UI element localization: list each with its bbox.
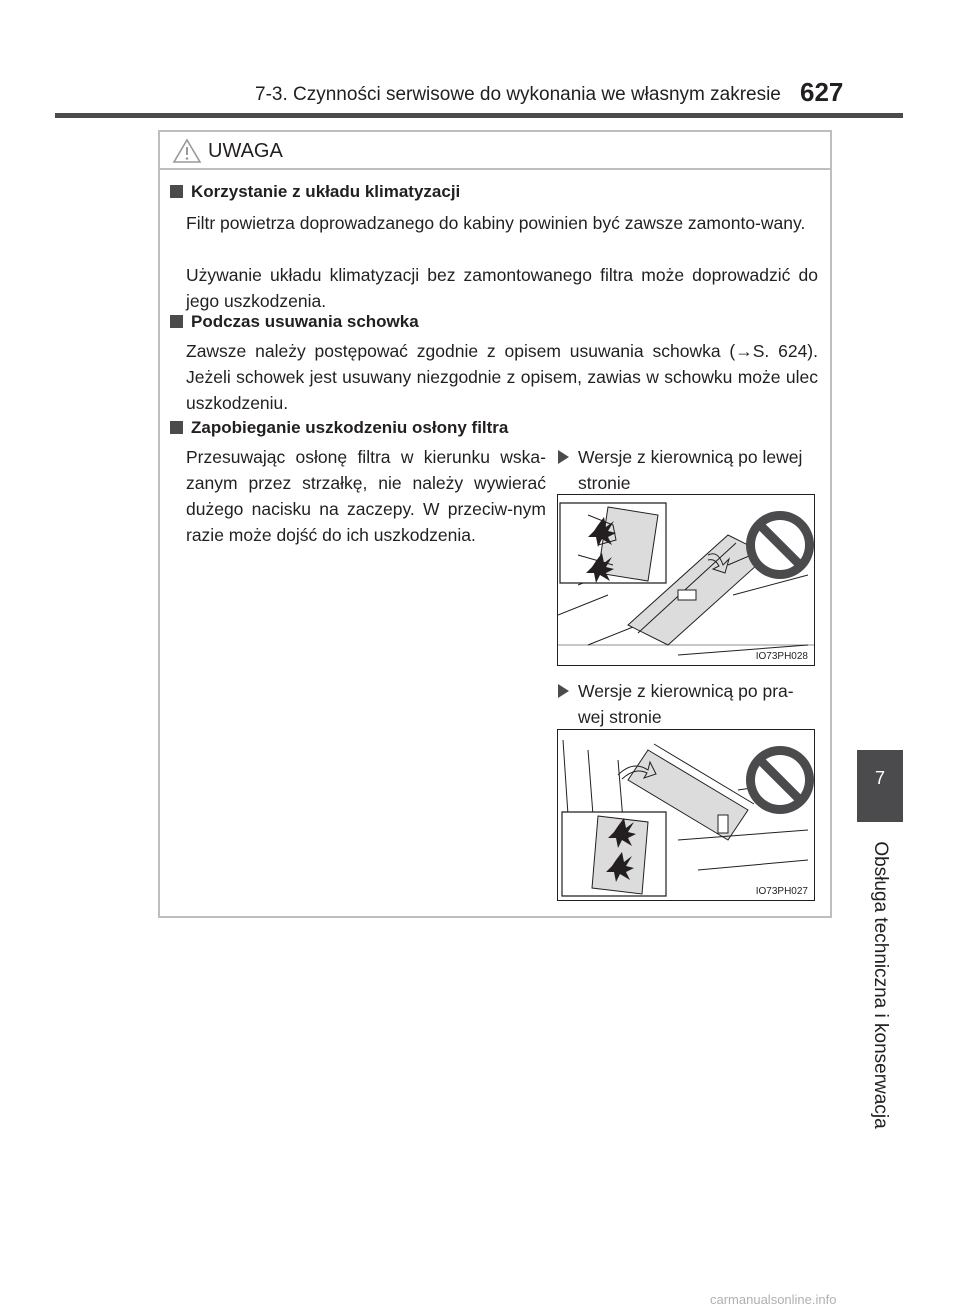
illustration-rhd (557, 729, 815, 901)
caution-label: UWAGA (208, 140, 283, 162)
illustration-code: IO73PH028 (755, 651, 808, 662)
square-bullet-icon (170, 421, 183, 434)
section-text-glovebox: Zawsze należy postępować zgodnie z opisem usuwania schowka (→S. 624). Jeżeli schowek jest usuwany niezgodnie z opisem, zawias w schowku może ulec uszkodzeniu. (186, 341, 818, 413)
section-text-ac-1: Filtr powietrza doprowadzanego do kabiny powinien być zawsze zamonto-wany. (186, 213, 806, 233)
chapter-label: Obsługa techniczna i konserwacja (870, 841, 891, 1129)
illustration-code: IO73PH027 (755, 886, 808, 897)
section-text-ac-2: Używanie układu klimatyzacji bez zamontowanego filtra może doprowadzić do jego uszkodzenia. (186, 265, 818, 311)
chapter-number: 7 (874, 768, 885, 788)
page-number: 627 (800, 77, 844, 107)
header-rule (55, 113, 903, 118)
section-title-glovebox: Podczas usuwania schowka (170, 312, 419, 332)
section-text-filter-cover: Przesuwając osłonę filtra w kierunku wska-zanym przez strzałkę, nie należy wywierać dużego nacisku na zaczepy. W przeciw-nym razie może dojść do ich uszkodzenia. (186, 447, 546, 545)
variant-lhd: Wersje z kierownicą po lewej stronie (558, 444, 818, 496)
header-title: 7-3. Czynności serwisowe do wykonania we własnym zakresie (255, 84, 781, 105)
variant-rhd: Wersje z kierownicą po pra-wej stronie (558, 678, 818, 730)
filter-cover-drawing (558, 495, 814, 665)
caution-header (160, 132, 830, 170)
footer-watermark: carmanualsonline.info (710, 1292, 837, 1307)
square-bullet-icon (170, 185, 183, 198)
filter-cover-drawing (558, 730, 814, 900)
caution-box (158, 130, 832, 918)
section-title-ac: Korzystanie z układu klimatyzacji (170, 182, 460, 202)
chapter-tab (857, 750, 903, 822)
warning-triangle-icon (172, 138, 202, 164)
triangle-bullet-icon (558, 450, 569, 464)
section-title-filter-cover: Zapobieganie uszkodzeniu osłony filtra (170, 418, 508, 438)
triangle-bullet-icon (558, 684, 569, 698)
illustration-lhd (557, 494, 815, 666)
square-bullet-icon (170, 315, 183, 328)
